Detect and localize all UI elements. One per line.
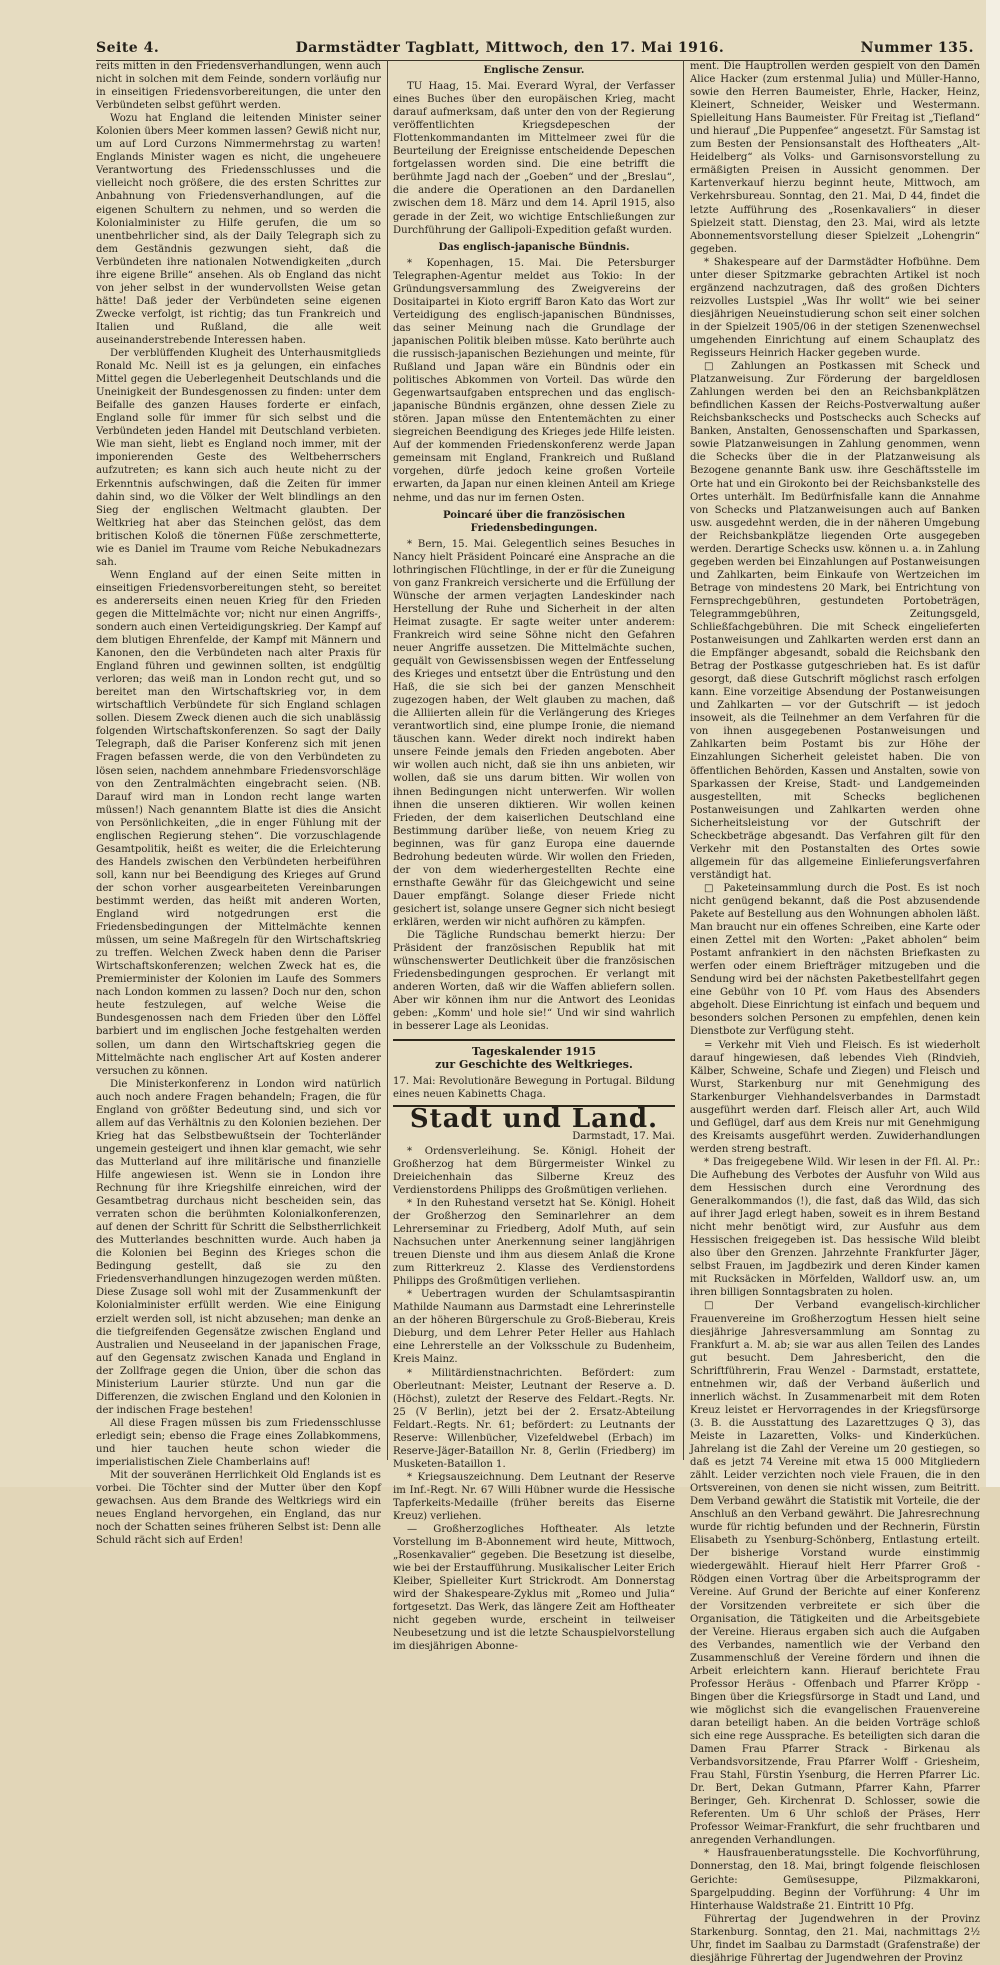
column-divider-2 <box>683 60 684 1460</box>
news-item: * Militärdienstnachrichten. Befördert: zum Oberleutnant: Meister, Leutnant der Reserve a. D. (Höchst), zuletzt der Reserve des Feldart.-Regts. Nr. 25 (V Berlin), jetzt bei der 2. Ersatz-Abteilung Feldart.-Regts. Nr. 61; befördert: zu Leutnants der Reserve: Willenbücher, Vizefeldwebel (Erbach) im Reserve-Jäger-Bataillon Nr. 8, Gerlin (Friedberg) im Musketen-Bataillon 1. <box>393 1367 675 1470</box>
news-item: * Shakespeare auf der Darmstädter Hofbühne. Dem unter dieser Spitzmarke gebrachten Artikel ist noch ergänzend nachzutragen, daß des großen Dichters reizvolles Lustspiel „Was Ihr wollt“ wie bei seiner diesjährigen Neueinstudierung schon seit einer solchen in der Spielzeit 1905/06 in der stetigen Szenenwechsel umgehenden Einrichtung auf einem Schauplatz des Regisseurs Heinrich Hacker gegeben wurde. <box>690 256 980 360</box>
article-zensur: TU Haag, 15. Mai. Everard Wyral, der Verfasser eines Buches über den europäischen Krieg, macht darauf aufmerksam, daß unter den von der Regierung veröffentlichten Kriegsdepeschen der Flottenkommandanten im Mittelmeer zwei für die Beurteilung der Ereignisse entscheidende Depeschen fortgelassen worden sind. Die eine betrifft die berühmte Jagd nach der „Goeben“ und der „Breslau“, die andere die Operationen an den Dardanellen zwischen dem 18. März und dem 14. April 1915, also gerade in der Zeit, wo wichtige Entschließungen zur Durchführung der Gallipoli-Expedition gefaßt wurden. <box>393 81 675 236</box>
tageskalender-subtitle: zur Geschichte des Weltkrieges. <box>435 1058 633 1072</box>
tageskalender-entry: 17. Mai: Revolutionäre Bewegung in Portugal. Bildung eines neuen Kabinetts Chaga. <box>393 1075 675 1100</box>
article-buendnis: * Kopenhagen, 15. Mai. Die Petersburger Telegraphen-Agentur meldet aus Tokio: In der Gründungsversammlung des Zweigvereins der Dositaipartei in Kioto ergriff Baron Kato das Wort zur Verteidigung des englisch-japanischen Bündnisses, das seiner Meinung nach die Grundlage der japanischen Politik bleiben müsse. Kato berührte auch die russisch-japanischen Beziehungen und meinte, für Rußland und Japan wäre ein Bündnis oder ein politisches Abkommen von Vorteil. Das würde den Gegenwartsaufgaben entsprechen und das englisch-japanische Bündnis ergänzen, ohne dessen Ziele zu stören. Japan müsse den Ententemächten zu einer siegreichen Beendigung des Krieges jede Hilfe leisten. Auf der kommenden Friedenskonferenz werde Japan gemeinsam mit England, Frankreich und Rußland vorgehen, dürfe jedoch keine großen Vorteile erwarten, da Japan nur einen kleinen Anteil am Kriege nehme, und das nur im fernen Osten. <box>393 257 675 504</box>
page-edge <box>986 0 1000 1487</box>
paragraph: reits mitten in den Friedensverhandlungen, wenn auch nicht in solchen mit dem Feinde, sondern vorläufig nur in einseitigen Friedensvorbereitungen, die unter den Verbündeten selbst geführt werden. <box>96 61 381 112</box>
column-3 <box>690 60 980 1964</box>
column-2 <box>393 60 676 1653</box>
news-item: □ Zahlungen an Postkassen mit Scheck und Platzanweisung. Zur Förderung der bargeldlosen Zahlungen werden bei den an Reichsbankplätzen befindlichen Kassen der Reichs-Postverwaltung außer Reichsbankschecks und Postschecks auch Schecks auf Banken, Anstalten, Genossenschaften und Sparkassen, sowie Platzanweisungen in Zahlung genommen, wenn die Schecks über die in der Platzanweisung als Bezogene genannte Bank usw. ihre Geschäftsstelle im Orte hat und ein Girokonto bei der Reichsbankstelle des Ortes unterhält. Im Bedürfnisfalle kann die Annahme von Schecks und Platzanweisungen auch auf Banken usw. ausgedehnt werden, die in der näheren Umgebung der Reichsbankplätze liegenden Orte ausgegeben werden. Derartige Schecks usw. können u. a. in Zahlung gegeben werden bei Einzahlungen auf Postanweisungen und Zahlkarten, beim Einkaufe von Wertzeichen im Betrage von mindestens 20 Mark, bei Entrichtung von Fernsprechgebühren, gestundeten Portobeträgen, Telegrammgebühren, Zeitungsgeld, Schließfachgebühren. Die mit Scheck eingelieferten Postanweisungen und Zahlkarten werden erst dann an die Empfänger abgesandt, sobald die Reichsbank den Betrag der Postkasse gutgeschrieben hat. Es ist dafür gesorgt, daß diese Gutschrift möglichst rasch erfolgen kann. Eine vorzeitige Absendung der Postanweisungen und Zahlkarten — vor der Gutschrift — ist jedoch insoweit, als die Teilnehmer an dem Verfahren für die von ihnen ausgegebenen Postanweisungen und Zahlkarten beim Postamt bis zur Höhe der Einzahlungen Sicherheit geleistet haben. Die von öffentlichen Behörden, Kassen und Anstalten, sowie von Sparkassen der Kreise, Stadt- und Landgemeinden ausgestellten, mit Schecks beglichenen Postanweisungen und Zahlkarten werden ohne Sicherheitsleistung vor der Gutschrift der Scheckbeträge abgesandt. Das Verfahren gilt für den Verkehr mit den Postanstalten des Ortes sowie allgemein für das allgemeine Einlieferungsverfahren verständigt hat. <box>690 361 980 881</box>
section-title-stadt-und-land: Stadt und Land. <box>409 1103 659 1134</box>
masthead: Darmstädter Tagblatt, Mittwoch, den 17. Mai 1916. <box>295 40 725 56</box>
paragraph: All diese Fragen müssen bis zum Friedensschlusse erledigt sein; ebenso die Frage eines Zollabkommens, und hier tauchen heute schon wieder die imperialistischen Ziele Chamberlains auf! <box>96 1417 381 1469</box>
headline-buendnis: Das englisch-japanische Bündnis. <box>438 241 630 253</box>
headline-poincare: Poincaré über die französischen Friedensbedingungen. <box>442 509 626 534</box>
headline-englische-zensur: Englische Zensur. <box>483 65 585 76</box>
tageskalender-box <box>393 1039 675 1106</box>
paragraph: Wozu hat England die leitenden Minister seiner Kolonien übers Meer kommen lassen? Gewiß nicht nur, um auf Lord Curzons Nimmermehrstag zu warten! Englands Minister wagen es nicht, die ungeheuere Verantwortung des Friedensschlusses und die vielleicht noch größere, die des ersten Schrittes zur Anbahnung von Friedensverhandlungen, auf die eigenen Schultern zu nehmen, und so werden die Kolonialminister zu Hilfe gerufen, die um so unentbehrlicher sind, als der Daily Telegraph sich zu dem Geständnis gezwungen sieht, daß die Verbündeten ihre nationalen Notwendigkeiten „durch ihre eigene Brille“ ansehen. Als ob England das nicht von jeher selbst in der wundervollsten Weise getan hätte! Daß jeder der Verbündeten seine eigenen Zwecke verfolgt, ist richtig; das tun Frankreich und Italien und Rußland, die alle weit auseinanderstrebende Interessen haben. <box>96 113 381 346</box>
tageskalender-title: Tageskalender 1915 <box>472 1045 596 1059</box>
page-number: Seite 4. <box>96 40 160 56</box>
news-item: = Verkehr mit Vieh und Fleisch. Es ist wiederholt darauf hingewiesen, daß lebendes Vieh (Rindvieh, Kälber, Schweine, Schafe und Ziegen) und Fleisch und Wurst, Starkenburg nur mit Genehmigung des Starkenburger Viehhandelsverbandes in Darmstadt ausgeführt werden darf. Fleisch aller Art, auch Wild und Geflügel, darf aus dem Kreis nur mit Genehmigung des Kreisamts ausgeführt werden. Zuwiderhandlungen werden streng bestraft. <box>690 1039 980 1155</box>
dateline: Darmstadt, 17. Mai. <box>572 1130 675 1142</box>
news-item: ment. Die Hauptrollen werden gespielt von den Damen Alice Hacker (zum erstenmal Julia) und Müller-Hanno, sowie den Herren Baumeister, Ehrle, Hacker, Heinz, Kleinert, Schneider, Weisker und Westermann. Spielleitung Hans Baumeister. Für Freitag ist „Tiefland“ und hierauf „Die Puppenfee“ angesetzt. Für Samstag ist zum Besten der Pensionsanstalt des Hoftheaters „Alt-Heidelberg“ als Volks- und Garnisonsvorstellung zu ermäßigten Preisen in Aussicht genommen. Der Kartenverkauf hierzu beginnt heute, Mittwoch, am Verkehrsbureau. Sonntag, den 21. Mai, D 44, findet die letzte Aufführung des „Rosenkavaliers“ in dieser Spielzeit statt. Dienstag, den 23. Mai, wird als letzte Abonnementsvorstellung dieser Spielzeit „Lohengrin“ gegeben. <box>690 61 980 255</box>
issue-number: Nummer 135. <box>860 40 974 56</box>
news-item: — Großherzogliches Hoftheater. Als letzte Vorstellung im B-Abonnement wird heute, Mittwoch, „Rosenkavalier“ gegeben. Die Besetzung ist dieselbe, wie bei der Erstaufführung. Musikalischer Leiter Erich Kleiber, Spielleiter Kurt Strickrodt. Am Donnerstag wird der Shakespeare-Zyklus mit „Romeo und Julia“ fortgesetzt. Das Werk, das längere Zeit am Hoftheater nicht gegeben wurde, erscheint in teilweiser Neubesetzung und ist die letzte Schauspielvorstellung im diesjährigen Abonne- <box>393 1524 675 1653</box>
news-item: * Ordensverleihung. Se. Königl. Hoheit der Großherzog hat dem Bürgermeister Winkel zu Dreieichenhain das Silberne Kreuz des Verdienstordens Philipps des Großmütigen verliehen. <box>393 1145 675 1196</box>
news-item: * Hausfrauenberatungsstelle. Die Kochvorführung, Donnerstag, den 18. Mai, bringt folgende fleischlosen Gerichte: Gemüsesuppe, Pilzmakkaroni, Spargelpudding. Beginn der Vorführung: 4 Uhr im Hinterhause Waldstraße 21. Eintritt 10 Pfg. <box>690 1848 980 1912</box>
news-item: □ Paketeinsammlung durch die Post. Es ist noch nicht genügend bekannt, daß die Post abzusendende Pakete auf Bestellung aus den Wohnungen abholen läßt. Man braucht nur ein offenes Schreiben, eine Karte oder einen Zettel mit den Worten: „Paket abholen“ beim Postamt anfrankiert in den nächsten Briefkasten zu werfen oder einem Briefträger mitzugeben und die Sendung wird bei der nächsten Paketbestellfahrt gegen eine Gebühr von 10 Pf. vom Haus des Absenders abgeholt. Diese Einrichtung ist einfach und bequem und besonders solchen Personen zu empfehlen, denen kein Dienstbote zur Verfügung steht. <box>690 882 980 1038</box>
article-poincare: * Bern, 15. Mai. Gelegentlich seines Besuches in Nancy hielt Präsident Poincaré eine Ansprache an die lothringischen Flüchtlinge, in der er für die Zuneigung von ganz Frankreich versicherte und die Erfüllung der Wünsche der armen verjagten Landeskinder nach Herstellung der Ruhe und Sicherheit in der alten Heimat zusagte. Er sagte weiter unter anderem: Frankreich wird seine Söhne nicht den Gefahren neuer Angriffe aussetzen. Die Mittelmächte suchen, gequält von Gewissensbissen wegen der Entfesselung des Krieges und entsetzt über die Entrüstung und den Haß, die sie sich bei der ganzen Menschheit zugezogen haben, der Welt glauben zu machen, daß die Alliierten allein für die Verlängerung des Krieges verantwortlich sind, eine plumpe Ironie, die niemand täuschen kann. Weder direkt noch indirekt haben unsere Feinde jemals den Frieden angeboten. Aber wir wollen auch nicht, daß sie ihn uns anbieten, wir wollen, daß sie uns darum bitten. Wir wollen von ihnen Bedingungen nicht unterwerfen. Wir wollen ihnen die unseren diktieren. Wir wollen keinen Frieden, der dem kaiserlichen Deutschland eine Bestimmung darüber ließe, von neuem Krieg zu beginnen, was für ganz Europa eine dauernde Bedrohung bedeuten würde. Wir wollen den Frieden, der von dem wiederhergestellten Rechte eine ernsthafte Gewähr für das Gleichgewicht und seine Dauer empfängt. Solange dieser Friede nicht gesichert ist, solange unsere Gegner sich nicht besiegt erklären, werden wir nicht aufhören zu kämpfen. <box>393 538 676 928</box>
page-header <box>96 36 974 60</box>
news-item: □ Der Verband evangelisch-kirchlicher Frauenvereine im Großherzogtum Hessen hielt seine diesjährige Jahresversammlung am Sonntag zu Frankfurt a. M. ab; sie war aus allen Teilen des Landes gut besucht. Dem Jahresbericht, den die Schriftführerin, Frau Wenzel - Darmstadt, erstattete, entnehmen wir, daß der Verband äußerlich und innerlich wächst. In Zusammenarbeit mit dem Roten Kreuz leistet er Hervorragendes in der Kriegsfürsorge (3. B. die Ausstattung des Lazarettzuges Q 3), das Meiste in Lazaretten, Volks- und Kinderküchen. Jahrelang ist die Zahl der Vereine um 20 gestiegen, so daß es jetzt 74 Vereine mit etwa 15 000 Mitgliedern zählt. Leider verzichten noch viele Frauen, die in den Ortsvereinen, von denen sie nicht wissen, zum Beitritt. Dem Verband gewährt die Statistik mit Vorteile, die der Anschluß an den Verband gewährt. Die Jahresrechnung wurde für richtig befunden und der Rechnerin, Fürstin Elisabeth zu Ysenburg-Schönberg, Entlastung erteilt. Der bisherige Vorstand wurde einstimmig wiedergewählt. Hierauf hielt Herr Pfarrer Groß - Rödgen einen Vortrag über die Arbeitsprogramm der Vereine. Auf Grund der Berichte auf einer Konferenz der Vorsitzenden verbreitete er sich über die Organisation, die Tätigkeiten und die Arbeitsgebiete der Vereine. Hieraus ergaben sich auch die Aufgaben des Verbandes, namentlich wie der Verband den Zusammenschluß der Vereine fördern und ihnen die Arbeit erleichtern kann. Hierauf berichtete Frau Professor Heräus - Offenbach und Pfarrer Kröpp - Bingen über die Kriegsfürsorge in Stadt und Land, und wie möglichst sich die evangelischen Frauenvereine daran beteiligt haben. An die beiden Vorträge schloß sich eine rege Aussprache. Es beteiligten sich daran die Damen Frau Pfarrer Strack - Birkenau als Verbandsvorsitzende, Frau Pfarrer Wolff - Griesheim, Frau Stahl, Fürstin Ysenburg, die Herren Pfarrer Lic. Dr. Bert, Dekan Gutmann, Pfarrer Kahn, Pfarrer Beringer, Geh. Kirchenrat D. Schlosser, sowie die Referenten. Um 6 Uhr schloß der Präses, Herr Professor Weimar-Frankfurt, die sehr fruchtbaren und anregenden Verhandlungen. <box>690 1300 980 1847</box>
paragraph: Mit der souveränen Herrlichkeit Old Englands ist es vorbei. Die Töchter sind der Mutter über den Kopf gewachsen. Aus dem Brande des Weltkriegs wird ein neues England hervorgehen, ein England, das nur noch der Schatten seines früheren Selbst ist: Denn alle Schuld rächt sich auf Erden! <box>96 1470 381 1547</box>
news-item: * Das freigegebene Wild. Wir lesen in der Ffl. Al. Pr.: Die Aufhebung des Verbotes der Ausfuhr von Wild aus dem Hessischen durch eine Verordnung des Generalkommandos (!), die fast, daß das Wild, das sich auf ihrer Jagd erlegt haben, soweit es in ihrem Bestand nicht mehr benötigt wird, zur Ausfuhr aus dem Hessischen freigegeben ist. Das hessische Wild bleibt also über den Grenzen. Jahrzehnte Frankfurter Jäger, selbst Frauen, im Jagdbezirk und deren Kinder kamen mit Rucksäcken in Mörfelden, Walldorf usw. an, um ihren billigen Sonntagsbraten zu holen. <box>690 1156 980 1299</box>
paragraph: Der verblüffenden Klugheit des Unterhausmitglieds Ronald Mc. Neill ist es ja gelungen, ein einfaches Mittel gegen die Ueberlegenheit Deutschlands und die Uneinigkeit der Bundesgenossen zu finden: unter dem Beifalle des ganzen Hauses forderte er einfach, England solle für immer für sich selbst und die Verbündeten jeden Handel mit Deutschland verbieten. Wie man sieht, liebt es England noch immer, mit der imponierenden Geste des Weltbeherrschers aufzutreten; es kann sich auch heute nicht zu der Erkenntnis aufschwingen, daß die Zeiten für immer dahin sind, wo die Völker der Welt blindlings an den Sieg der englischen Weltmacht glaubten. Der Weltkrieg hat aber das Steinchen gelöst, das dem britischen Koloß die tönernen Füße zerschmetterte, wie es Daniel im Traume vom Reiche Nebukadnezars sah. <box>96 348 381 568</box>
news-item: * Uebertragen wurden der Schulamtsaspirantin Mathilde Naumann aus Darmstadt eine Lehrerinstelle an der höheren Bürgerschule zu Groß-Bieberau, Kreis Dieburg, und dem Lehrer Peter Heller aus Hahlach eine Lehrerstelle an der Volksschule zu Budenheim, Kreis Mainz. <box>393 1289 675 1366</box>
column-1 <box>96 60 381 1547</box>
column-divider-1 <box>387 60 388 1460</box>
article-poincare-comment: Die Tägliche Rundschau bemerkt hierzu: Der Präsident der französischen Republik hat mit wünschenswerter Deutlichkeit über die französischen Friedensbedingungen gesprochen. Er verlangt mit anderen Worten, daß wir die Waffen abliefern sollen. Aber wir können ihm nur die Antwort des Leonidas geben: „Komm' und hole sie!“ Und wir sind wahrlich in besserer Lage als Leonidas. <box>393 930 675 1033</box>
news-item: * In den Ruhestand versetzt hat Se. Königl. Hoheit der Großherzog den Seminarlehrer an dem Lehrerseminar zu Friedberg, Adolf Muth, auf sein Nachsuchen unter Anerkennung seiner langjährigen treuen Dienste und ihm aus diesem Anlaß die Krone zum Ritterkreuz 2. Klasse des Verdienstordens Philipps des Großmütigen verliehen. <box>393 1197 675 1288</box>
news-item: Führertag der Jugendwehren in der Provinz Starkenburg. Sonntag, den 21. Mai, nachmittags 2½ Uhr, findet im Saalbau zu Darmstadt (Grafenstraße) der diesjährige Führertag der Jugendwehren der Provinz <box>690 1913 980 1964</box>
news-item: * Kriegsauszeichnung. Dem Leutnant der Reserve im Inf.-Regt. Nr. 67 Willi Hübner wurde die Hessische Tapferkeits-Medaille (früher bereits das Eiserne Kreuz) verliehen. <box>393 1471 675 1523</box>
paragraph: Wenn England auf der einen Seite mitten in einseitigen Friedensvorbereitungen steht, so bereitet es andererseits einen neuen Krieg für den Frieden gegen die Mittelmächte vor; nicht nur einen Angriffs-, sondern auch einen Verteidigungskrieg. Der Kampf auf dem blutigen Ehrenfelde, der Kampf mit Männern und Kanonen, den die Verbündeten nach alter Praxis für England führen und gewinnen sollten, ist endgültig verloren; das weiß man in London recht gut, und so bereitet man den Wirtschaftskrieg vor, in dem wirtschaftlich Verbündete für sich England schlagen sollen. Diesem Zweck dienen auch die sich unablässig folgenden Wirtschaftskonferenzen. So sagt der Daily Telegraph, daß die Pariser Konferenz sich mit jenen Fragen befassen werde, die von den Verbündeten zu lösen seien, nachdem annehmbare Friedensvorschläge von den Zentralmächten eingebracht seien. (NB. Darauf wird man in London recht lange warten müssen!) Nach genanntem Blatte ist dies die Ansicht von Persönlichkeiten, „die in enger Fühlung mit der englischen Regierung stehen“. Die vorzuschlagende Gesamtpolitik, heißt es weiter, die die Erleichterung des Handels zwischen den Verbündeten herbeiführen soll, kann nur bei Beendigung des Krieges auf Grund der schon vorher ausgearbeiteten Vereinbarungen bestimmt werden, das heißt mit anderen Worten, England wird notgedrungen erst die Friedensbedingungen der Mittelmächte kennen müssen, um seine Maßregeln für den Wirtschaftskrieg zu treffen. Welchen Zweck haben denn die Pariser Wirtschaftskonferenzen; welchen Zweck hat es, die Premierminister der Kolonien im Laufe des Sommers nach London kommen zu lassen? Doch nur den, schon heute festzulegen, auf welche Weise die Bundesgenossen nach dem Frieden über den Löffel barbiert und im englischen Joche festgehalten werden sollen, um dann den Wirtschaftskrieg gegen die Mittelmächte nach englischer Art auf Kosten anderer versuchen zu können. <box>96 569 381 1077</box>
paragraph: Die Ministerkonferenz in London wird natürlich auch noch andere Fragen behandeln; Fragen, die für England von größter Bedeutung sind, und sich vor allem auf das Verhältnis zu den Kolonien beziehen. Der Krieg hat das Selbstbewußtsein der Tochterländer ungemein gesteigert und ihnen klar gemacht, wie sehr das Mutterland auf ihre militärische und finanzielle Hilfe angewiesen ist. Wenn sie in London ihre Rechnung für ihre Kriegshilfe einreichen, wird der Gesamtbetrag durchaus nicht bescheiden sein, das verraten schon die berühmten Kolonialkonferenzen, auf denen der Schritt für Schritt die Selbstherrlichkeit des Mutterlandes beschnitten wurde. Auch haben ja die Kolonien bei Beginn des Krieges schon die Bedingung gestellt, daß sie zu den Friedensverhandlungen hinzugezogen werden müßten. Diese Zusage soll wohl mit der Zusammenkunft der Kolonialminister erfüllt werden. Wie eine Einigung erzielt werden soll, ist nicht abzusehen; man denke an die tiefgreifenden Gegensätze zwischen England und Australien und Neuseeland in der japanischen Frage, auf den Gegensatz zwischen Kanada und England in der Zollfrage gegen die Union, über die schon das Ministerium Laurier stürzte. Und nun gar die Differenzen, die zwischen England und den Kolonien in der indischen Frage bestehen! <box>96 1078 381 1416</box>
